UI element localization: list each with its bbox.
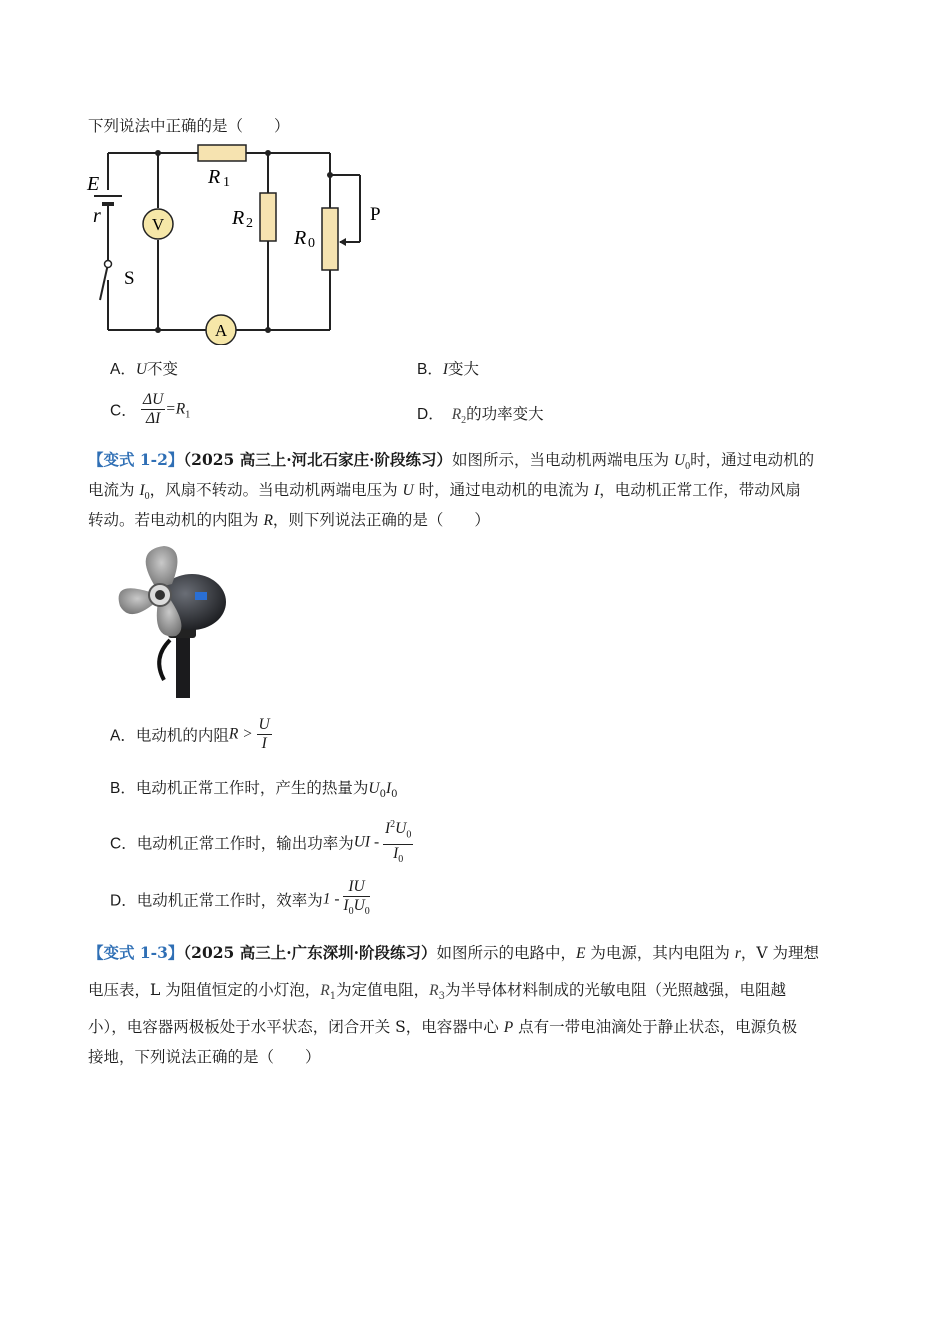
label-slider-p: P <box>370 204 381 225</box>
option-label: D． <box>417 406 444 423</box>
option-var: R <box>451 406 462 423</box>
label-ammeter: A <box>214 321 228 340</box>
q3-line-3: 小），电容器两极板处于水平状态，闭合开关 S，电容器中心 P 点有一带电油滴处于静止状态，电源负极 <box>88 1018 798 1036</box>
label-r0: R <box>294 227 307 249</box>
label-r2-sub: 2 <box>246 216 253 231</box>
fraction: $\frac{IU}{I_0U_0}$ <box>343 878 370 918</box>
q2-option-b[interactable]: B．电动机正常工作时，产生的热量为$U_0I_0$ <box>110 779 398 801</box>
option-math: UI - <box>353 833 383 851</box>
label-internal-r: r <box>93 205 101 227</box>
switch-contact <box>105 261 112 268</box>
option-text: 电动机的内阻 <box>135 726 229 745</box>
fan-motor-image <box>112 540 232 700</box>
label-r1-sub: 1 <box>223 175 230 190</box>
option-label: A． <box>110 361 136 378</box>
q1-option-b[interactable] <box>417 359 479 380</box>
option-var: U <box>135 361 148 378</box>
label-voltmeter: V <box>151 215 165 234</box>
q2-source: （2025 高三上·河北石家庄·阶段练习） <box>183 450 452 469</box>
subscript: 2 <box>461 415 467 427</box>
option-text: 的功率变大 <box>466 405 544 423</box>
q2-option-d[interactable] <box>110 878 370 921</box>
resistor-r0 <box>322 208 338 270</box>
label-emf: E <box>87 173 100 195</box>
q1-option-c[interactable] <box>110 391 190 428</box>
label-r1: R <box>208 166 221 188</box>
q2-option-a[interactable] <box>110 716 272 753</box>
option-math: R > <box>228 725 257 743</box>
q2-line-1: 【变式 1-2】（2025 高三上·河北石家庄·阶段练习）如图所示，当电动机两端电压为 $U_0$时，通过电动机的 <box>88 450 815 473</box>
option-text: 变大 <box>448 360 480 378</box>
option-text: 不变 <box>147 360 179 378</box>
q2-tag: 【变式 1-2】 <box>88 450 184 469</box>
q2-option-c[interactable] <box>110 816 413 869</box>
option-text: 电动机正常工作时，效率为 <box>136 891 323 910</box>
label-r0-sub: 0 <box>308 236 315 251</box>
q3-source: （2025 高三上·广东深圳·阶段练习） <box>183 943 437 962</box>
label-switch: S <box>124 268 135 289</box>
circuit-diagram <box>80 140 400 345</box>
q3-line-4: 接地，下列说法正确的是（ ） <box>88 1048 321 1066</box>
option-label: C． <box>110 835 137 853</box>
option-label: D． <box>110 892 137 910</box>
option-label: B． <box>110 780 136 797</box>
slider-arrow <box>339 238 346 246</box>
option-var: I <box>442 361 449 378</box>
q2-line-2: 电流为 $I_0$，风扇不转动。当电动机两端电压为 U 时，通过电动机的电流为 I，电动机正常工作，带动风扇 <box>88 481 801 503</box>
option-eq: =R <box>165 400 186 418</box>
resistor-r1 <box>198 145 246 161</box>
option-math: 1 - <box>322 890 344 908</box>
fraction: $\frac{\Delta U}{\Delta I}$ <box>143 391 164 427</box>
option-text: 电动机正常工作时，产生的热量为 <box>135 779 369 797</box>
q3-line-2: 电压表，L 为阻值恒定的小灯泡，$R_1$为定值电阻，$R_3$为半导体材料制成的光敏电阻（光照越强，电阻越 <box>88 981 786 1003</box>
subscript: 1 <box>185 409 191 421</box>
q2-line-3: 转动。若电动机的内阻为 R，则下列说法正确的是（ ） <box>88 511 490 529</box>
label-r2: R <box>232 207 245 229</box>
option-label: A． <box>110 727 136 745</box>
option-label: C． <box>110 402 137 420</box>
q3-tag: 【变式 1-3】 <box>88 943 184 962</box>
option-text: 电动机正常工作时，输出功率为 <box>136 834 354 853</box>
q3-line-1: 【变式 1-3】（2025 高三上·广东深圳·阶段练习）如图所示的电路中，E 为电源，其内电阻为 r，V 为理想 <box>88 943 820 962</box>
junction-dots <box>155 150 333 333</box>
fraction: $\frac{I^2U_0}{I_0}$ <box>383 816 413 869</box>
q1-option-d[interactable] <box>417 404 544 431</box>
resistor-r2 <box>260 193 276 241</box>
q1-stem: 下列说法中正确的是（ ） <box>88 117 290 135</box>
fraction: $\frac{U}{I}$ <box>258 716 270 752</box>
q1-option-a[interactable] <box>110 359 178 380</box>
option-label: B． <box>417 361 443 378</box>
